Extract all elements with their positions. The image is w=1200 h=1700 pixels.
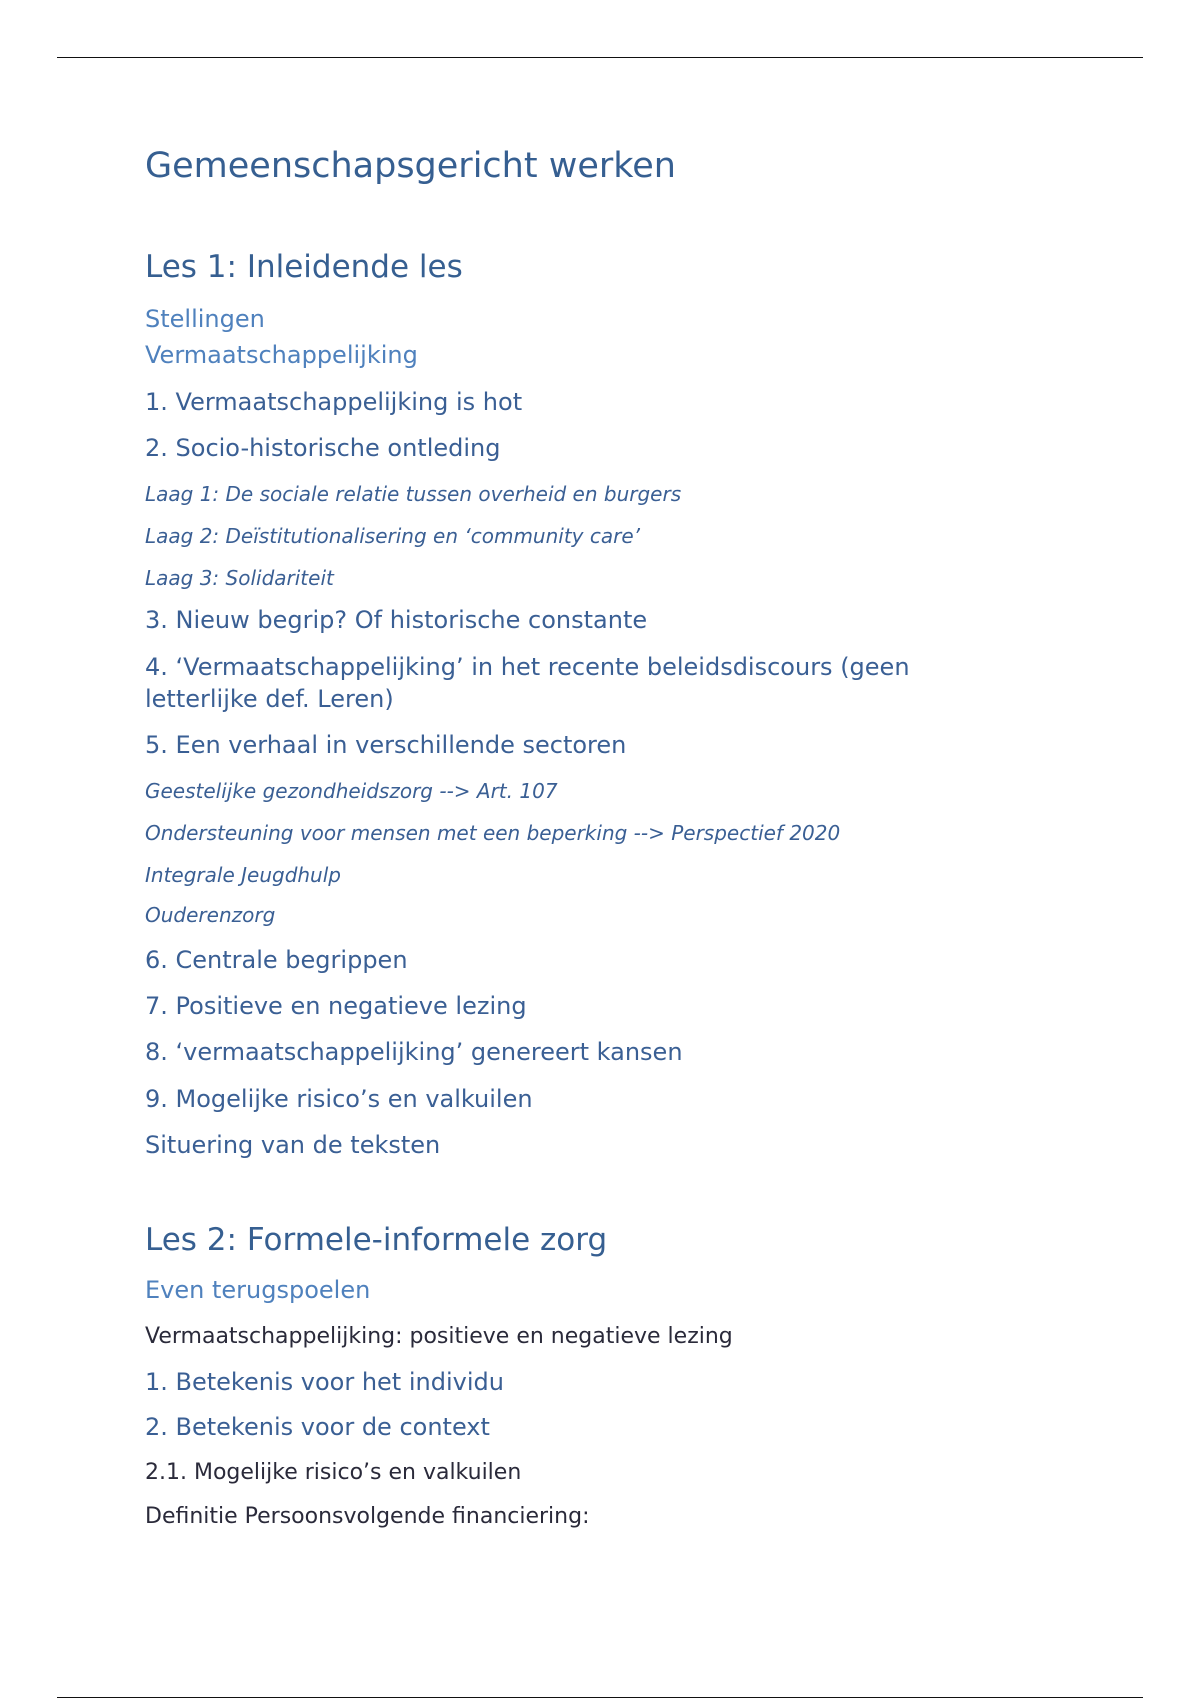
subsection-geestelijke-gezondheidszorg: Geestelijke gezondheidszorg --> Art. 107 [145,779,558,803]
section-4: 4. ‘Vermaatschappelijking’ in het recente beleidsdiscours (geen letterlijke def. Leren) [145,653,910,713]
section-9: 9. Mogelijke risico’s en valkuilen [145,1085,533,1113]
section-1: 1. Vermaatschappelijking is hot [145,388,523,416]
section-2: 2. Socio-historische ontleding [145,434,501,462]
section-5: 5. Een verhaal in verschillende sectoren [145,731,627,759]
text-positieve-negatieve-lezing: Vermaatschappelijking: positieve en negatieve lezing [145,1324,733,1349]
subsection-integrale-jeugdhulp: Integrale Jeugdhulp [145,863,341,887]
heading-les-2: Les 2: Formele-informele zorg [145,1222,608,1258]
heading-stellingen: Stellingen [145,305,265,333]
heading-even-terugspoelen: Even terugspoelen [145,1276,371,1304]
section-3: 3. Nieuw begrip? Of historische constante [145,606,648,634]
section-7: 7. Positieve en negatieve lezing [145,992,527,1020]
section-8: 8. ‘vermaatschappelijking’ genereert kansen [145,1038,683,1066]
subsection-laag-3: Laag 3: Solidariteit [145,566,334,590]
les2-section-2: 2. Betekenis voor de context [145,1413,490,1441]
heading-vermaatschappelijking: Vermaatschappelijking [145,341,418,369]
section-6: 6. Centrale begrippen [145,946,408,974]
page-bottom-rule [57,1697,1143,1698]
les2-section-1: 1. Betekenis voor het individu [145,1368,504,1396]
les2-section-2-1: 2.1. Mogelijke risico’s en valkuilen [145,1460,522,1485]
subsection-laag-2: Laag 2: Deïstitutionalisering en ‘community care’ [145,524,641,548]
subsection-laag-1: Laag 1: De sociale relatie tussen overheid en burgers [145,482,682,506]
section-situering: Situering van de teksten [145,1131,441,1159]
text-definitie-pvf: Definitie Persoonsvolgende financiering: [145,1504,590,1529]
subsection-ouderenzorg: Ouderenzorg [145,903,276,927]
document-title: Gemeenschapsgericht werken [145,146,676,186]
heading-les-1: Les 1: Inleidende les [145,249,463,285]
subsection-ondersteuning: Ondersteuning voor mensen met een beperking --> Perspectief 2020 [145,821,841,845]
